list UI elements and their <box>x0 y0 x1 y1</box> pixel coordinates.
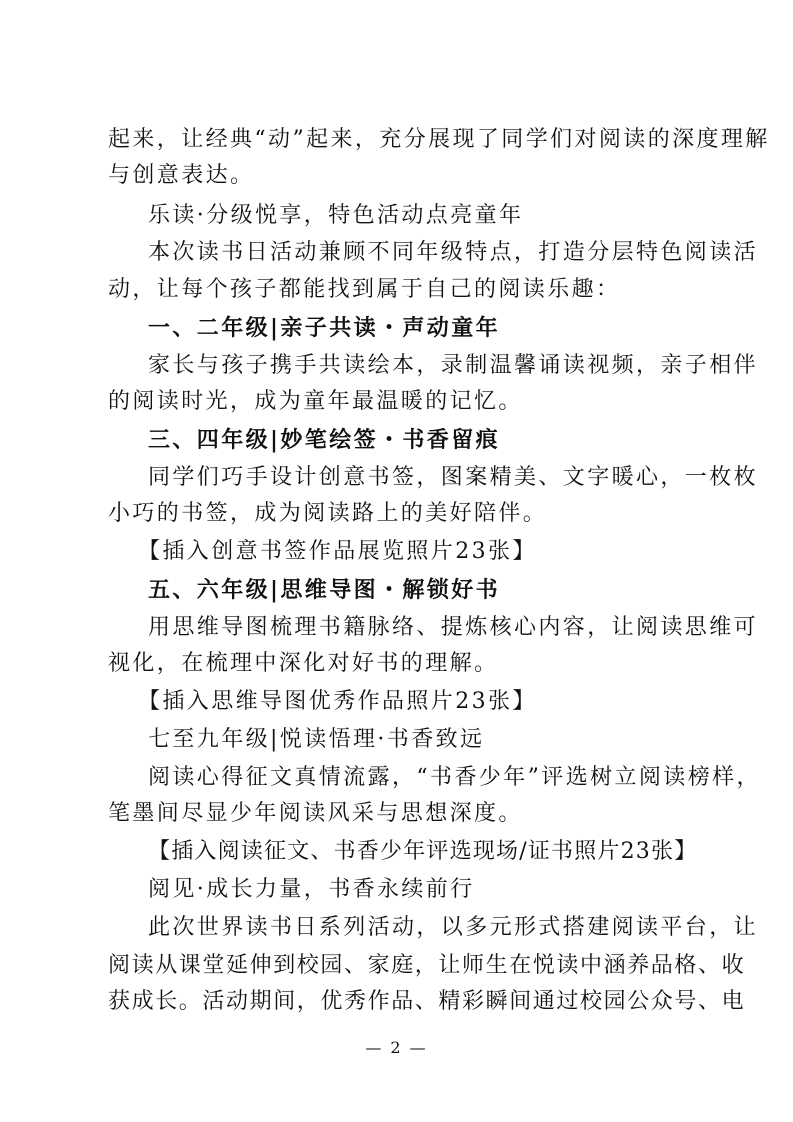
subheading-grade-7-9: 七至九年级|悦读悟理·书香致远 <box>148 727 485 752</box>
subheading-grade-3-4: 三、四年级|妙笔绘签・书香留痕 <box>148 427 501 453</box>
paragraph-line: 同学们巧手设计创意书签，图案精美、文字暖心，一枚枚 <box>148 465 759 490</box>
section-heading: 乐读·分级悦享，特色活动点亮童年 <box>148 203 524 228</box>
paragraph-line: 动，让每个孩子都能找到属于自己的阅读乐趣： <box>108 277 621 302</box>
paragraph-line: 阅读心得征文真情流露，“书香少年”评选树立阅读榜样， <box>148 765 761 790</box>
page-number: — 2 — <box>365 1038 428 1057</box>
paragraph-line: 阅读从课堂延伸到校园、家庭，让师生在悦读中涵养品格、收 <box>108 953 746 978</box>
paragraph-line: 笔墨间尽显少年阅读风采与思想深度。 <box>108 801 523 826</box>
paragraph-line: 视化，在梳理中深化对好书的理解。 <box>108 651 499 676</box>
photo-placeholder-note: 【插入阅读征文、书香少年评选现场/证书照片23张】 <box>148 839 698 864</box>
paragraph-line: 本次读书日活动兼顾不同年级特点，打造分层特色阅读活 <box>148 240 759 265</box>
paragraph-line: 获成长。活动期间，优秀作品、精彩瞬间通过校园公众号、电 <box>108 989 746 1014</box>
paragraph-line: 家长与孩子携手共读绘本，录制温馨诵读视频，亲子相伴 <box>148 353 759 378</box>
paragraph-line: 小巧的书签，成为阅读路上的美好陪伴。 <box>108 501 548 526</box>
paragraph-line: 起来，让经典“动”起来，充分展现了同学们对阅读的深度理解 <box>108 127 770 152</box>
subheading-grade-1-2: 一、二年级|亲子共读・声动童年 <box>148 315 501 341</box>
section-heading: 阅见·成长力量，书香永续前行 <box>148 877 475 902</box>
paragraph-line: 的阅读时光，成为童年最温暖的记忆。 <box>108 389 523 414</box>
paragraph-line: 与创意表达。 <box>108 163 255 188</box>
paragraph-line: 用思维导图梳理书籍脉络、提炼核心内容，让阅读思维可 <box>148 615 759 640</box>
paragraph-line: 此次世界读书日系列活动，以多元形式搭建阅读平台，让 <box>148 915 759 940</box>
photo-placeholder-note: 【插入创意书签作品展览照片23张】 <box>138 539 537 564</box>
subheading-grade-5-6: 五、六年级|思维导图・解锁好书 <box>148 577 501 603</box>
photo-placeholder-note: 【插入思维导图优秀作品照片23张】 <box>138 689 537 714</box>
